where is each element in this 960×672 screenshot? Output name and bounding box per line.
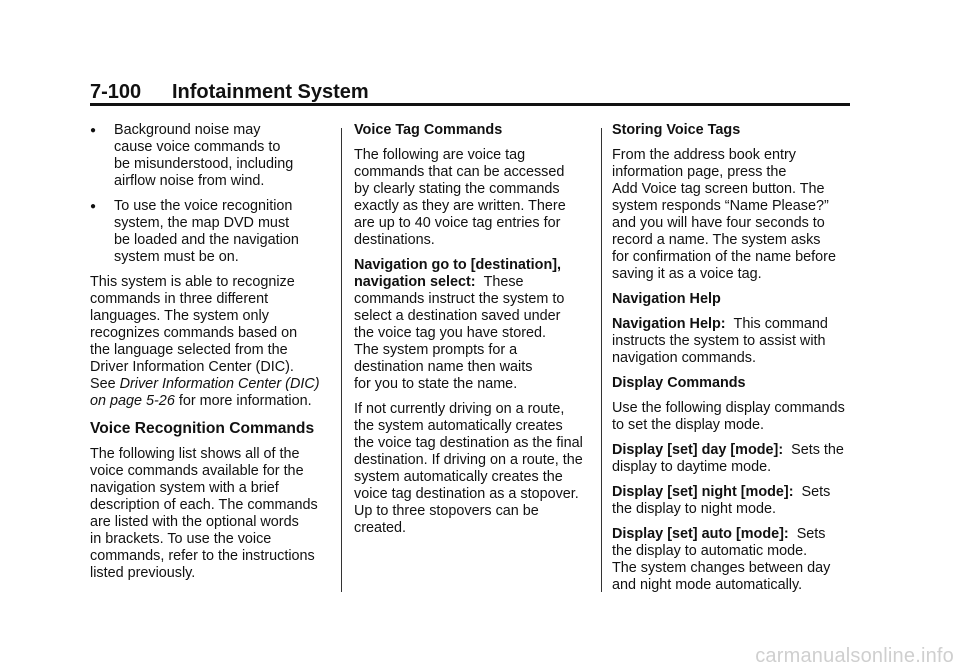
- commands-intro-paragraph: The following list shows all of the voice commands available for the navigation system with a brief description of each. The commands are listed with the optional words in brackets. To use the voice commands, refer to the instructions listed previously.: [90, 446, 318, 581]
- page-number: 7-100: [90, 81, 142, 103]
- display-night-command: Display [set] night [mode]: Sets the display to night mode.: [612, 484, 831, 517]
- route-paragraph: If not currently driving on a route, the system automatically creates the voice tag destination as the final destination. If driving on a route, the system automatically creates the voice tag destination as a stopover. Up to three stopovers can be created.: [354, 401, 583, 536]
- navigation-goto-command: Navigation go to [destination], navigation select: These commands instruct the system to select a destination saved under the voice tag you have stored. The system prompts for a destination name then waits for you to state the name.: [354, 257, 565, 392]
- page-header: [90, 80, 850, 104]
- navigation-help-heading: Navigation Help: [612, 291, 721, 307]
- column-2: [354, 122, 590, 545]
- storing-paragraph: From the address book entry information page, press the Add Voice tag screen button. The system responds “Name Please?” and you will have four seconds to record a name. The system asks for confirmation of the name before saving it as a voice tag.: [612, 147, 836, 282]
- bullet-icon: ●: [90, 125, 97, 136]
- bullet-text: Background noise may cause voice commands to be misunderstood, including airflow noise from wind.: [114, 122, 294, 189]
- column-1: [90, 122, 342, 590]
- storing-voice-tags-heading: Storing Voice Tags: [612, 122, 741, 138]
- bullet-item: [90, 198, 342, 266]
- page-title: Infotainment System: [172, 81, 369, 103]
- bullet-text: To use the voice recognition system, the map DVD must be loaded and the navigation system must be on.: [114, 198, 299, 265]
- navigation-help-command: Navigation Help: This command instructs the system to assist with navigation commands.: [612, 316, 828, 366]
- column-3: [612, 122, 860, 602]
- header-rule: [90, 103, 850, 106]
- recognition-paragraph: This system is able to recognize commands in three different languages. The system only recognizes commands based on the language selected from the Driver Information Center (DIC). See Driver Information Center (DIC) on page 5-26 for more information.: [90, 274, 320, 409]
- voice-tag-commands-heading: Voice Tag Commands: [354, 122, 503, 138]
- display-intro-paragraph: Use the following display commands to set the display mode.: [612, 400, 845, 433]
- column-divider-2: [601, 128, 602, 592]
- display-commands-heading: Display Commands: [612, 375, 746, 391]
- bullet-item: [90, 122, 342, 190]
- display-auto-command: Display [set] auto [mode]: Sets the display to automatic mode. The system changes between day and night mode automatically.: [612, 526, 831, 593]
- dic-reference-link[interactable]: Driver Information Center (DIC): [119, 376, 320, 392]
- watermark: carmanualsonline.info: [755, 645, 954, 667]
- display-day-command: Display [set] day [mode]: Sets the display to daytime mode.: [612, 442, 844, 475]
- bullet-icon: ●: [90, 201, 97, 212]
- page-reference-link[interactable]: on page 5-26: [90, 393, 175, 409]
- voice-tag-paragraph: The following are voice tag commands that can be accessed by clearly stating the commands exactly as they are written. There are up to 40 voice tag entries for destinations.: [354, 147, 566, 248]
- section-heading: Voice Recognition Commands: [90, 420, 315, 437]
